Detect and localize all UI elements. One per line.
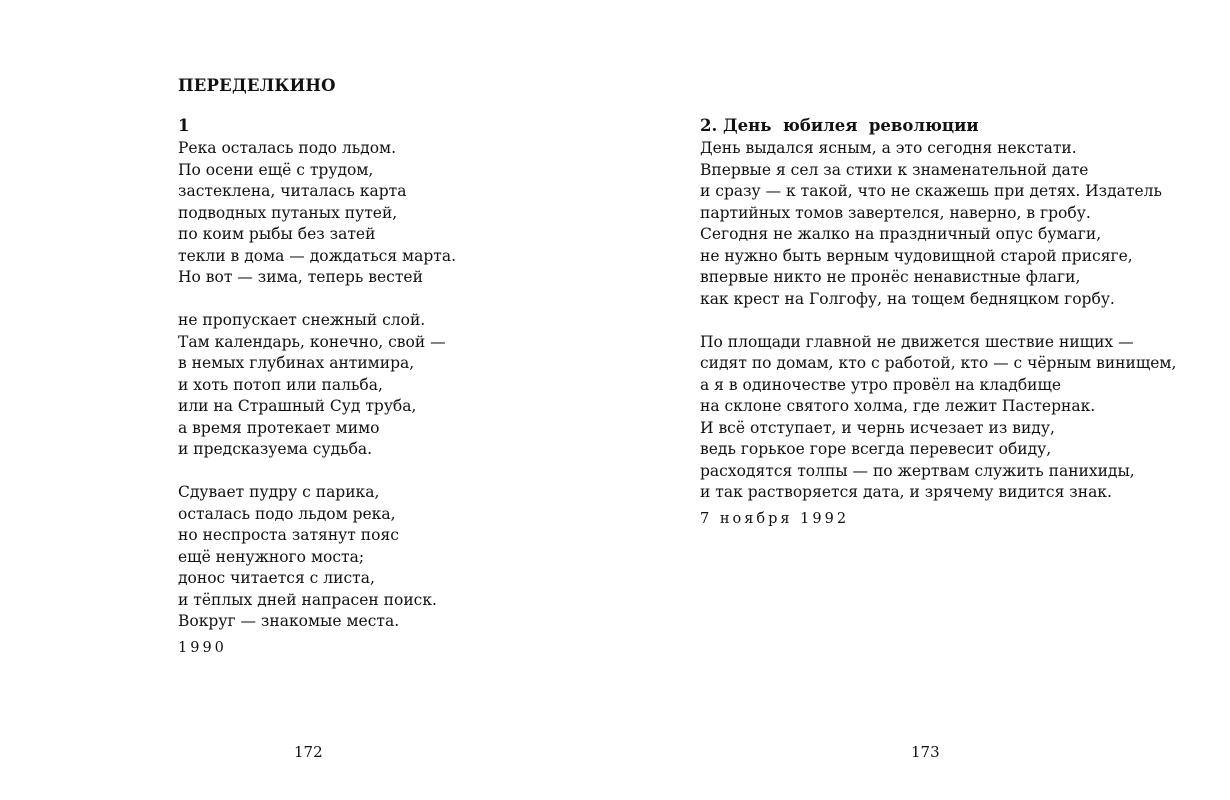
poem-line: и так растворяется дата, и зрячему видится знак.: [700, 483, 1112, 501]
poem-line: Вокруг — знакомые места.: [178, 612, 400, 630]
stanza: [178, 482, 456, 633]
poem-line: в немых глубинах антимира,: [178, 354, 415, 372]
stanza: [700, 332, 1176, 504]
poem-heading: 1: [178, 116, 190, 135]
stanza: [700, 138, 1176, 310]
poem-line: впервые никто не пронёс ненавистные флаги,: [700, 268, 1081, 286]
poem-date: 7 ноября 1992: [700, 510, 850, 527]
poem-line: По площади главной не движется шествие нищих —: [700, 332, 1134, 351]
page-number: 172: [294, 743, 323, 761]
page-number: 173: [911, 743, 940, 761]
section-title: ПЕРЕДЕЛКИНО: [178, 76, 336, 95]
poem-line: по коим рыбы без затей: [178, 225, 376, 243]
poem-line: на склоне святого холма, где лежит Пастернак.: [700, 397, 1096, 415]
stanza: [178, 138, 456, 289]
poem-heading: 2. День юбилея революции: [700, 116, 979, 135]
poem-line: и сразу — к такой, что не скажешь при детях. Издатель: [700, 182, 1162, 200]
poem-line: не пропускает снежный слой.: [178, 311, 426, 329]
poem-1: [178, 115, 456, 659]
poem-line: но неспроста затянут пояс: [178, 526, 399, 544]
poem-line: донос читается с листа,: [178, 569, 375, 587]
poem-line: ведь горькое горе всегда перевесит обиду,: [700, 440, 1052, 458]
poem-line: Но вот — зима, теперь вестей: [178, 268, 423, 286]
poem-line: По осени ещё с трудом,: [178, 160, 374, 179]
poem-line: и тёплых дней напрасен поиск.: [178, 590, 437, 609]
poem-2: [700, 115, 1176, 530]
poem-line: а я в одиночестве утро провёл на кладбище: [700, 375, 1062, 394]
poem-stanzas: [178, 138, 456, 633]
poem-line: Сдувает пудру с парика,: [178, 483, 380, 501]
right-page: [615, 0, 1230, 800]
poem-line: не нужно быть верным чудовищной старой присяге,: [700, 246, 1133, 265]
poem-line: партийных томов завертелся, наверно, в гробу.: [700, 203, 1091, 222]
poem-line: Там календарь, конечно, свой —: [178, 332, 446, 351]
poem-line: Сегодня не жалко на праздничный опус бумаги,: [700, 225, 1102, 243]
poem-line: расходятся толпы — по жертвам служить панихиды,: [700, 461, 1135, 480]
poem-line: как крест на Голгофу, на тощем бедняцком горбу.: [700, 289, 1115, 308]
poem-line: а время протекает мимо: [178, 418, 380, 437]
poem-line: и хоть потоп или пальба,: [178, 375, 383, 394]
poem-line: или на Страшный Суд труба,: [178, 397, 417, 415]
poem-line: сидят по домам, кто с работой, кто — с чёрным винищем,: [700, 354, 1177, 372]
poem-stanzas: [700, 138, 1176, 504]
poem-line: Река осталась подо льдом.: [178, 139, 397, 157]
poem-line: текли в дома — дождаться марта.: [178, 246, 457, 265]
poem-line: и предсказуема судьба.: [178, 440, 373, 458]
poem-line: Впервые я сел за стихи к знаменательной дате: [700, 160, 1089, 179]
stanza: [178, 310, 456, 461]
poem-line: День выдался ясным, а это сегодня некстати.: [700, 139, 1077, 157]
poem-line: осталась подо льдом река,: [178, 504, 396, 523]
poem-line: ещё ненужного моста;: [178, 547, 365, 566]
poem-line: подводных путаных путей,: [178, 203, 398, 222]
poem-line: застеклена, читалась карта: [178, 182, 407, 200]
poem-line: И всё отступает, и чернь исчезает из виду,: [700, 418, 1055, 437]
poem-date: 1990: [178, 639, 227, 656]
